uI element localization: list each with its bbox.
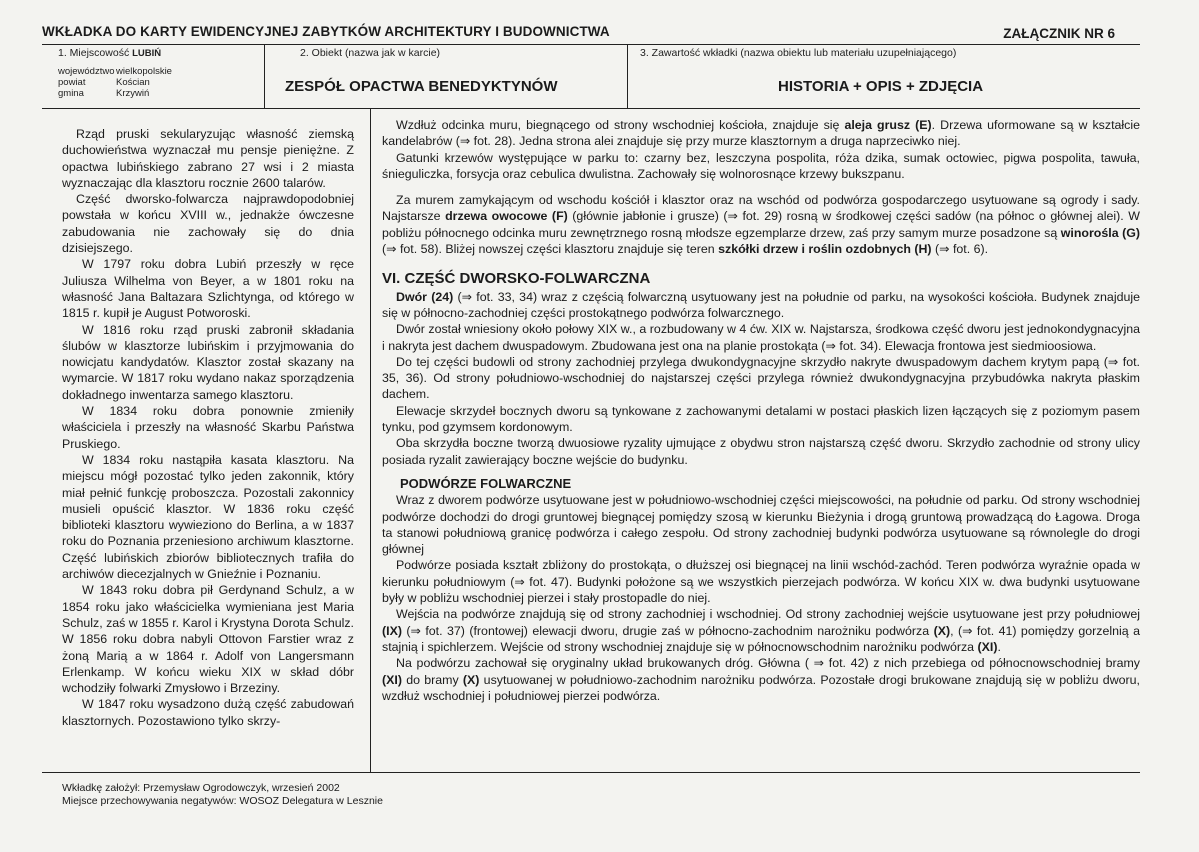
paragraph-alley: Wzdłuż odcinka muru, biegnącego od strony wschodniej kościoła, znajduje się aleja grusz (E). Drzewa uformowane są w kształcie kandelabrów (⇒ fot. 28). Jedna strona alei znajduje się przy murze klasztornym a druga naprzeciwko niej.: [382, 118, 1141, 149]
negatives-location-line: Miejsce przechowywania negatywów: WOSOZ Delegatura w Lesznie: [62, 795, 383, 807]
paragraph: Dwór został wniesiony około połowy XIX w., a rozbudowany w 4 ćw. XIX w. Najstarsza, środkowa część dworu jest jednokondygnacyjna i nakryta jest dachem dwuspadowym. Zbudowana jest ona na planie prostokąta (⇒ fot. 34). Elewacja frontowa jest siedmioosiowa.: [382, 322, 1140, 353]
voivodeship-key: województwo: [58, 66, 115, 77]
county-key: powiat: [58, 77, 86, 88]
table-top-border: [42, 44, 1140, 45]
table-bottom-border: [42, 108, 1140, 109]
paragraph: W 1797 roku dobra Lubiń przeszły w ręce Juliusza Wilhelma von Beyer, a w 1801 roku na własność Jana Baltazara Szlichtynga, od którego w 1815 r. kupił je August Potworoski.: [62, 257, 354, 321]
paragraph-shrubs: Gatunki krzewów występujące w parku to: czarny bez, leszczyna pospolita, róża dzika, sumak octowiec, pigwa pospolita, tawuła, śnieguliczka, forsycja oraz cebulica dwulistna. Zachowały się wolnorosnące krzewy bukszpanu.: [382, 150, 1140, 181]
history-column: [62, 126, 354, 729]
paragraph: Elewacje skrzydeł bocznych dworu są tynkowane z zachowanymi detalami w postaci płaskich lizen łączących się z poziomym pasem tynku, pod gzymsem kordonowym.: [382, 403, 1140, 435]
paragraph: Wraz z dworem podwórze usytuowane jest w południowo-wschodniej części miejscowości, na południe od parku. Od strony wschodniej podwórze dochodzi do drogi gruntowej biegnącej pomiędzy szosą w kierunku Bieżynia i drogą gruntową prowadzącą do Łagowa. Droga ta stanowi południową granicę podwórza i całego zespołu. Od strony zachodniej budynki podwórza usytuowane są równolegle do drogi głównej: [382, 493, 1140, 557]
document-title: WKŁADKA DO KARTY EWIDENCYJNEJ ZABYTKÓW ARCHITEKTURY I BUDOWNICTWA: [42, 24, 610, 39]
paragraph: Rząd pruski sekularyzując własność ziemską duchowieństwa wyznaczał mu pensje pieniężne. Z opactwa lubińskiego zabrano 27 wsi i 2 miasta wyznaczając dla klasztoru rocznie 2600 talarów.: [62, 127, 354, 190]
paragraph-roads: Na podwórzu zachował się oryginalny układ brukowanych dróg. Główna ( ⇒ fot. 42) z nich przebiega od północnowschodniej bramy (XI) do bramy (X) usytuowanej w południowo-zachodnim narożniku podwórza. Pozostałe drogi brukowane znajdują się w pobliżu dworu, wzdłuż wschodniej i południowej pierzei podwórza.: [382, 656, 1140, 703]
paragraph: W 1816 roku rząd pruski zabronił składania ślubów w klasztorze lubińskim i przyjmowania do nowicjatu kandydatów. Klasztor został skazany na wymarcie. W 1817 roku wydano nakaz sporządzenia dokładnego inwentarza samego klasztoru.: [62, 322, 354, 402]
paragraph: Do tej części budowli od strony zachodniej przylega dwukondygnacyjne skrzydło nakryte dwuspadowym dachem krytym papą (⇒ fot. 35, 36). Od strony południowo-wschodniej do najstarszej części przylega również dwukondygnacyjna przybudówka nakryta płaskim dachem.: [382, 354, 1140, 402]
paragraph: W 1843 roku dobra pił Gerdynand Schulz, a w 1854 roku jako właścicielka wymieniana jest Maria Schulz, zaś w 1855 r. Karol i Krystyna Dorota Schulz. W 1856 roku dobra nabyli Ottovon Farstier wraz z żoną Marią a w 1864 r. Adolf von Langersmann Erlenkamp. W końcu wieku XIX w skład dóbr wchodziły folwarki Zmysłowo i Brzeziny.: [62, 583, 354, 696]
paragraph: Część dworsko-folwarcza najprawdopodobniej powstała w końcu XVIII w., jednakże ówczesne zabudowania nie zachowały się do dnia dzisiejszego.: [62, 192, 354, 256]
paragraph: Oba skrzydła boczne tworzą dwuosiowe ryzality ujmujące z obydwu stron najstarszą część dworu. Skrzydło zachodnie od strony ulicy posiada ryzalit zawierający boczne wejście do budynku.: [382, 436, 1140, 467]
paragraph: W 1847 roku wysadzono dużą część zabudowań klasztornych. Pozostawiono tylko skrzy-: [62, 697, 354, 728]
insert-content-value: HISTORIA + OPIS + ZDJĘCIA: [778, 78, 984, 95]
paragraph-manor: Dwór (24) (⇒ fot. 33, 34) wraz z częścią folwarczną usytuowany jest na południe od parku, na wysokości kościoła. Budynek znajduje się w północno-zachodniej części prostokątnego podwórza folwarcznego.: [382, 289, 1140, 320]
column-divider: [370, 108, 371, 772]
paragraph-orchards: Za murem zamykającym od wschodu kościół i klasztor oraz na wschód od podwórza gospodarczego usytuowane są ogrody i sady. Najstarsze drzewa owocowe (F) (głównie jabłonie i grusze) (⇒ fot. 29) rosną w środkowej części sadów (na północ o głównej alei). W pobliżu północnego odcinka muru zewnętrznego rosną młodsze egzemplarze drzew, zaś przy samym murze posadzone są winorośla (G) (⇒ fot. 58). Bliżej nowszej części klasztoru znajduje się teren szkółki drzew i roślin ozdobnych (H) (⇒ fot. 6).: [382, 193, 1141, 257]
insert-content-label: 3. Zawartość wkładki (nazwa obiektu lub materiału uzupełniającego): [640, 47, 957, 59]
paragraph: W 1834 roku nastąpiła kasata klasztoru. Na miejscu mógł pozostać tylko jeden zakonnik, który miał pełnić funkcję proboszcza. Pozostali zakonnicy musieli opuścić klasztor. W 1836 roku część biblioteki klasztoru wywieziono do Berlina, a w 1837 roku do Poznania przeniesiono archiwum klasztorne. Część lubińskich zbiorów bibliotecznych trafiła do archiwów diecezjalnych w Gnieźnie i Poznaniu.: [62, 452, 354, 582]
annex-number: ZAŁĄCZNIK NR 6: [1003, 26, 1115, 41]
admin-units: [58, 66, 172, 99]
paragraph-entrances: Wejścia na podwórze znajdują się od strony zachodniej i wschodniej. Od strony zachodniej wejście usytuowane jest przy południowej (IX) (⇒ fot. 37) (frontowej) elewacji dworu, drugie zaś w północno-zachodnim narożniku podwórza (X), (⇒ fot. 41) pomiędzy gorzelnią a stajnią i spichlerzem. Wejście od strony wschodniej znajduje się w północnowschodnim narożniku podwórza (XI).: [382, 607, 1140, 654]
cell-divider-2: [627, 44, 628, 108]
paragraph: W 1834 roku dobra ponownie zmieniły właściciela i przeszły na własność Skarbu Państwa Pruskiego.: [62, 404, 354, 451]
author-line: Wkładkę założył: Przemysław Ogrodowczyk, wrzesień 2002: [62, 782, 340, 794]
object-label: 2. Obiekt (nazwa jak w karcie): [300, 47, 441, 59]
subsection-title: PODWÓRZE FOLWARCZNE: [400, 475, 572, 491]
description-column: [382, 117, 1140, 704]
commune-key: gmina: [58, 88, 84, 99]
object-value: ZESPÓŁ OPACTWA BENEDYKTYNÓW: [285, 78, 558, 95]
section-title: VI. CZĘŚĆ DWORSKO-FOLWARCZNA: [382, 270, 651, 288]
footer: [62, 782, 383, 808]
content-bottom-border: [42, 772, 1140, 773]
paragraph: Podwórze posiada kształt zbliżony do prostokąta, o dłuższej osi biegnącej na linii wschód-zachód. Teren podwórza wyraźnie opada w kierunku południowym (⇒ fot. 47). Budynki położone są we wszystkich pierzejach podwórza. W końcu XIX w. dwa budynki usytuowane były w pobliżu wschodniej pierzei i stały prostopadle do niej.: [382, 558, 1140, 606]
county-value: Kościan: [116, 77, 150, 88]
cell-divider-1: [264, 44, 265, 108]
voivodeship-value: wielkopolskie: [116, 66, 172, 77]
locality-value: LUBIŃ: [132, 48, 162, 59]
commune-value: Krzywiń: [116, 88, 150, 99]
locality-label: 1. Miejscowość LUBIŃ: [58, 47, 162, 59]
